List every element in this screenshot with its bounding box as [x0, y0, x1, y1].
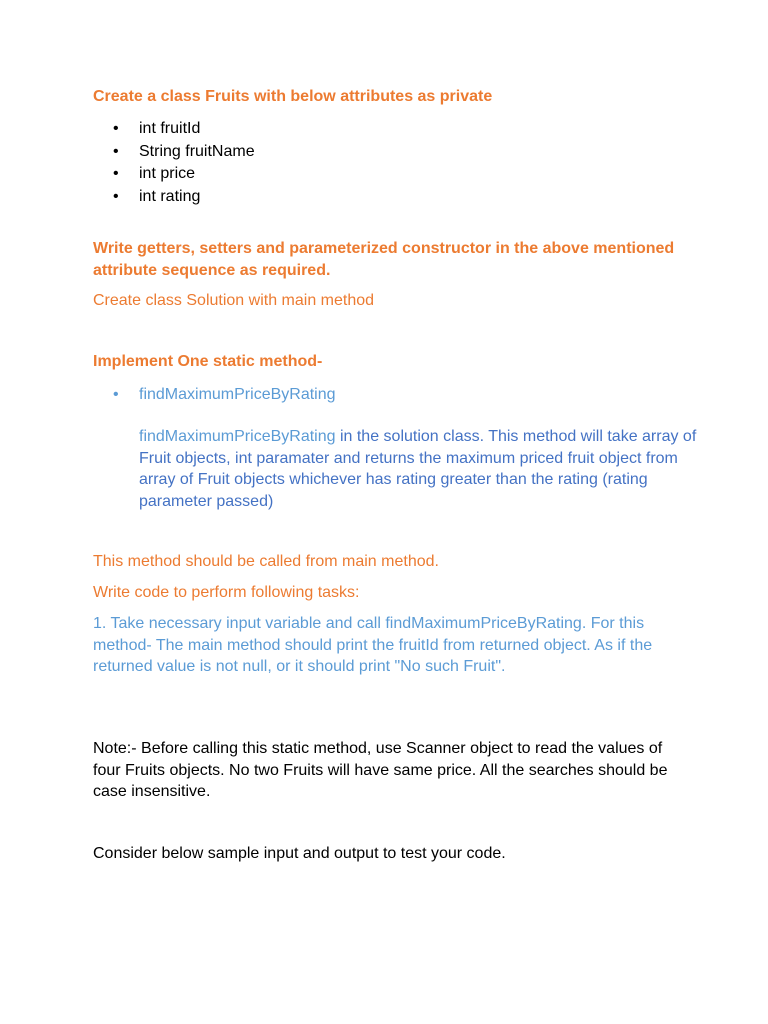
attribute-text: int price: [139, 165, 196, 183]
heading-create-fruits-class: Create a class Fruits with below attributes as private: [93, 88, 493, 105]
note-text: Note:- Before calling this static method, use Scanner object to read the values of four Fruits objects. No two Fruits will have same price. All the searches should be case insensitive.: [93, 740, 668, 801]
task-1-text: 1. Take necessary input variable and call findMaximumPriceByRating. For this method- The main method should print the fruitId from returned object. As if the returned value is not null, or it should print "No such Fruit".: [93, 615, 653, 676]
method-desc-name: findMaximumPriceByRating: [139, 428, 336, 445]
method-name: findMaximumPriceByRating: [139, 386, 336, 403]
attribute-text: int rating: [139, 187, 201, 205]
called-from-main-text: This method should be called from main method.: [93, 553, 439, 570]
attribute-text: int fruitId: [139, 120, 201, 137]
list-item: [113, 163, 255, 186]
method-list: [113, 384, 336, 407]
solution-class-text: Create class Solution with main method: [93, 292, 375, 309]
list-item: [113, 384, 336, 407]
heading-static-method: Implement One static method-: [93, 353, 323, 370]
bullet-icon: •: [113, 187, 119, 205]
heading-getters-setters: Write getters, setters and parameterized constructor in the above mentioned attribute sequence as required.: [93, 240, 675, 279]
write-code-heading: Write code to perform following tasks:: [93, 584, 360, 601]
bullet-icon: •: [113, 142, 119, 160]
bullet-icon: •: [113, 120, 119, 137]
consider-text: Consider below sample input and output to test your code.: [93, 845, 506, 862]
list-item: [113, 141, 255, 164]
attribute-list: [113, 118, 255, 208]
method-description: [139, 426, 699, 512]
bullet-icon: •: [113, 165, 119, 183]
list-item: [113, 186, 255, 209]
bullet-icon: •: [113, 386, 119, 403]
list-item: [113, 118, 255, 141]
method-desc-text: in the solution class. This method will take array of Fruit objects, int paramater and returns the maximum priced fruit object from array of Fruit objects whichever has rating greater than the rating (rating parameter passed): [139, 428, 697, 510]
attribute-text: String fruitName: [139, 142, 255, 160]
